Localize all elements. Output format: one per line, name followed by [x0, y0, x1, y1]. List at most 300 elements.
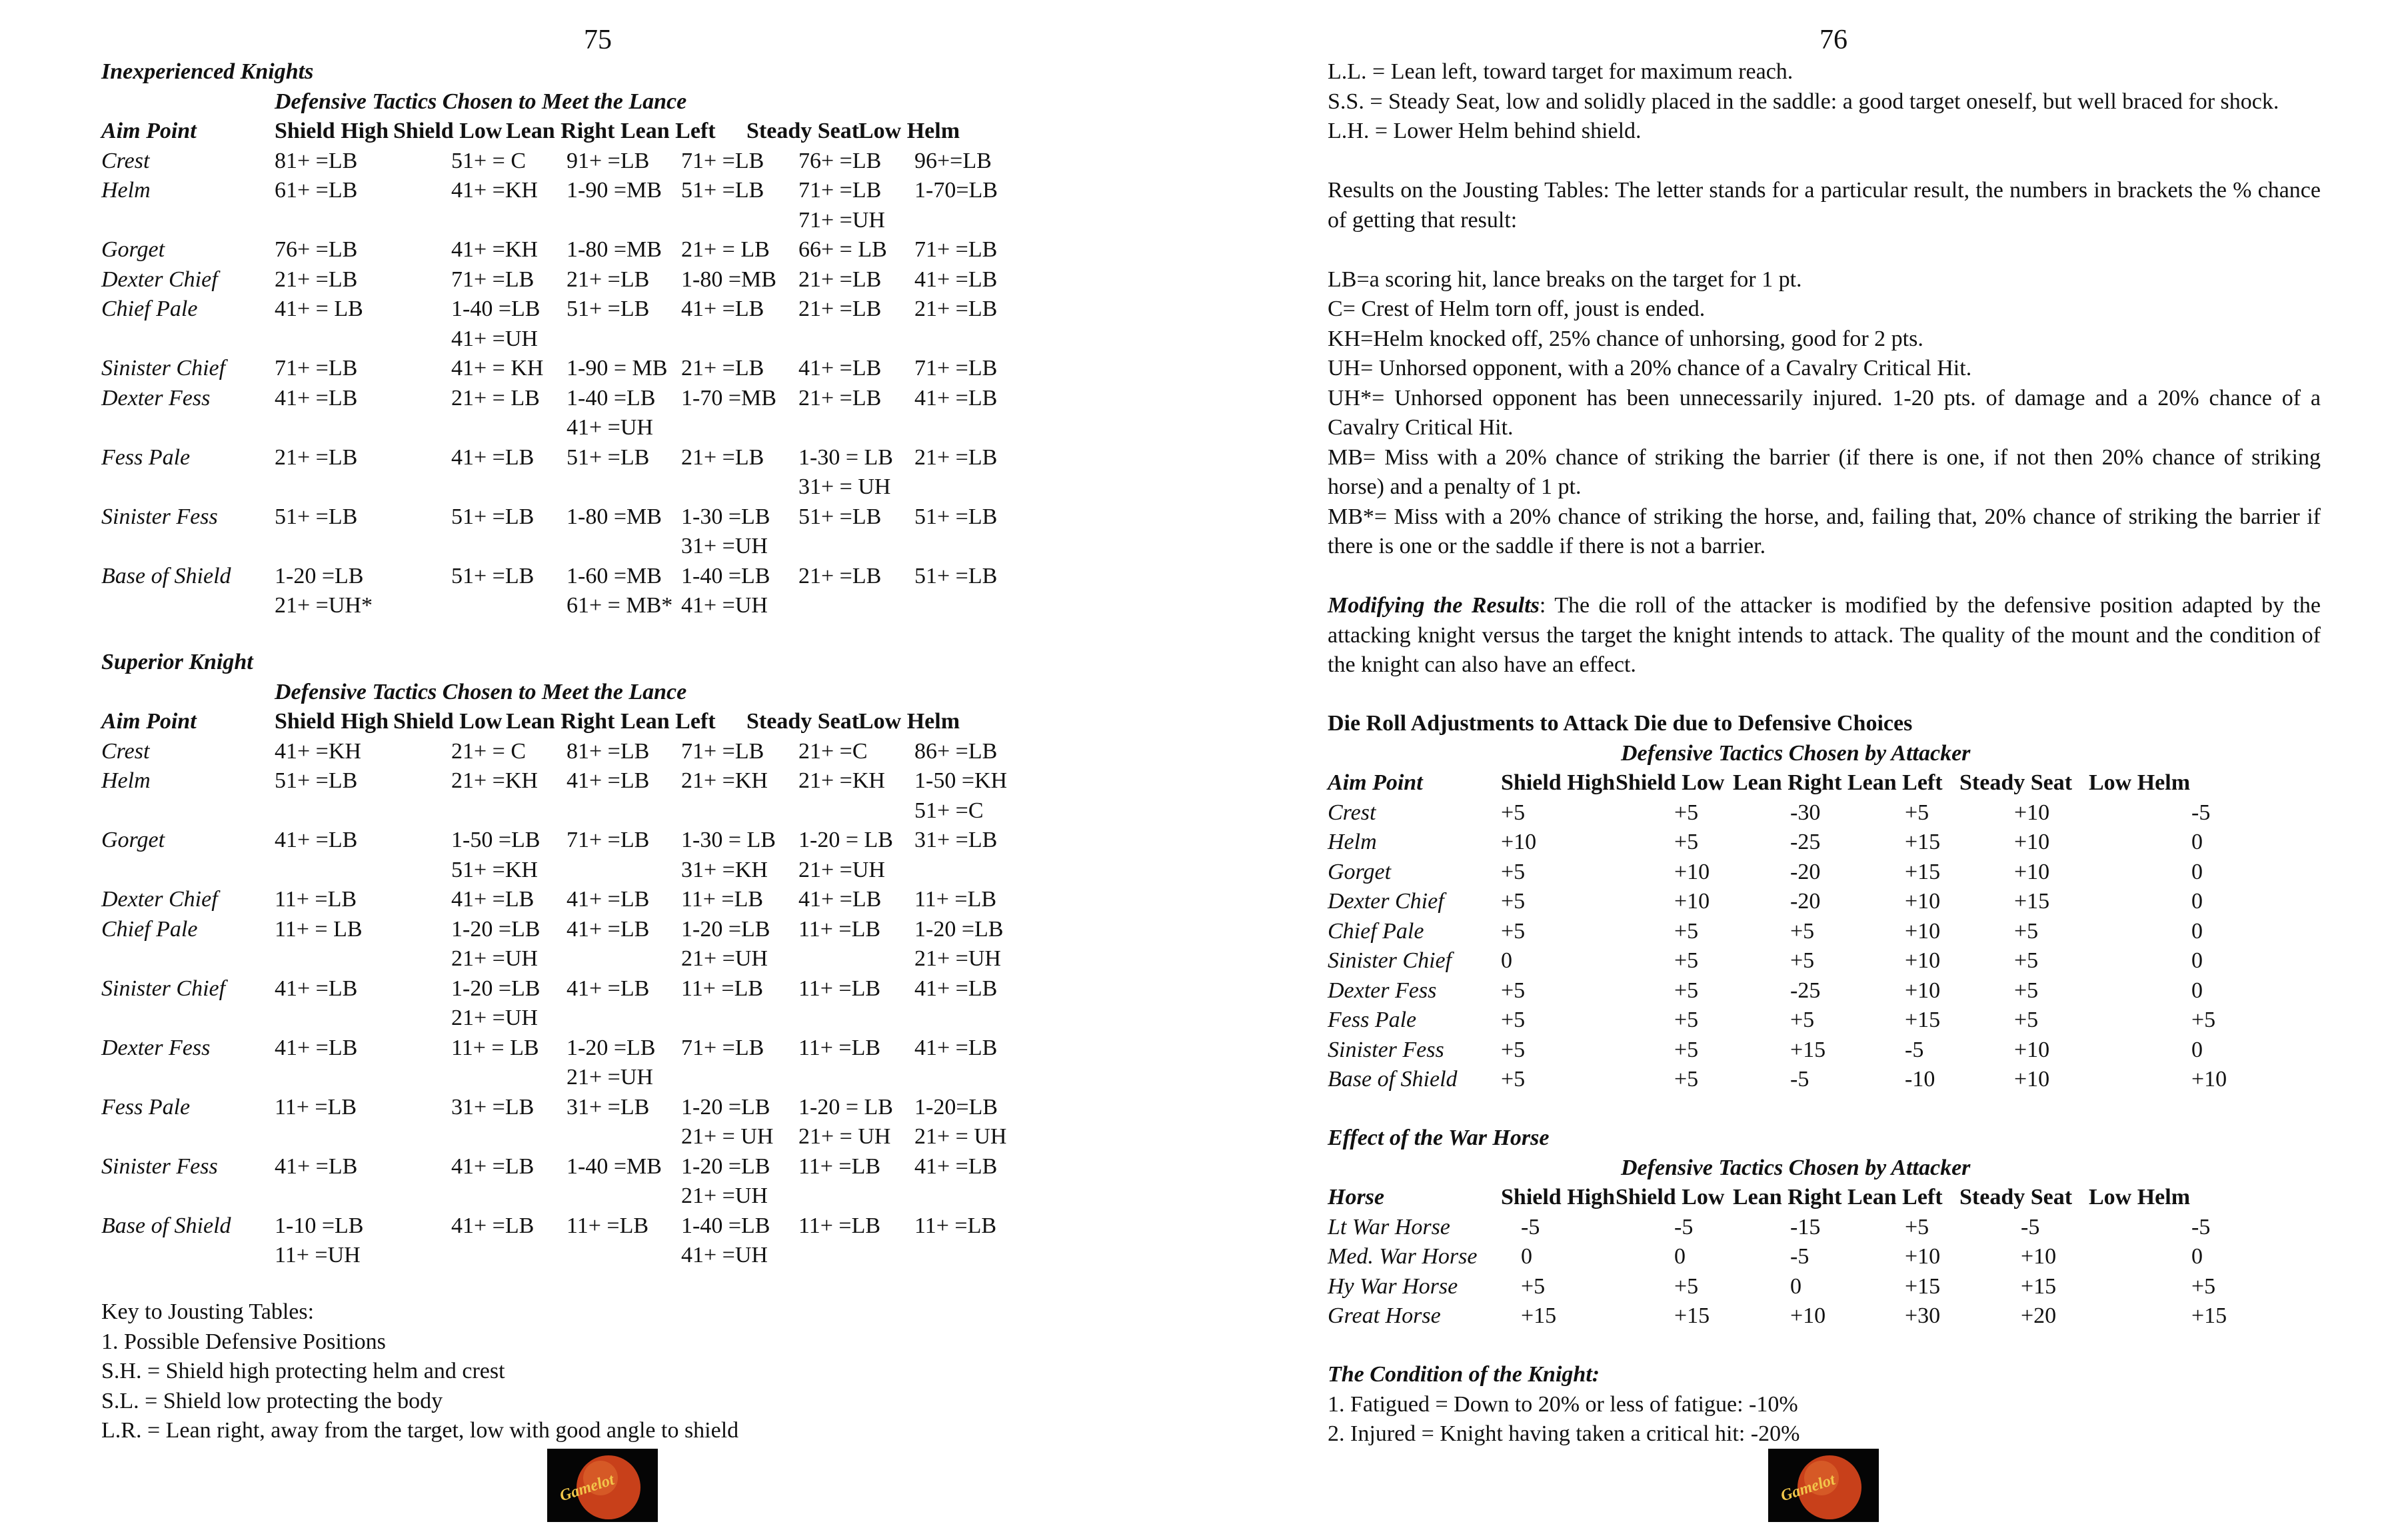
table-cell: -5: [1905, 1037, 1924, 1062]
row-label: Dexter Chief: [101, 267, 218, 292]
table-cell: 51+ =LB: [567, 444, 650, 470]
row-label: Base of Shield: [1328, 1067, 1458, 1092]
table-cell: 21+ = LB: [681, 237, 770, 262]
table-cell: +5: [1521, 1273, 1546, 1299]
table-row: [1328, 858, 2321, 888]
table-cell: +15: [1905, 1273, 1941, 1299]
table-row: [101, 944, 1101, 974]
row-label: Gorget: [101, 828, 165, 852]
row-label: Base of Shield: [101, 563, 231, 588]
table-cell: +5: [1674, 978, 1699, 1003]
table-cell: 21+ =LB: [798, 385, 882, 410]
table-cell: 41+ =KH: [451, 178, 538, 203]
table-cell: 21+ =LB: [798, 267, 882, 292]
table-cell: 51+ =LB: [914, 504, 998, 529]
table-cell: +10: [1674, 859, 1710, 884]
row-label: Lt War Horse: [1328, 1214, 1450, 1239]
row-label: Dexter Chief: [1328, 889, 1444, 914]
key-line: S.S. = Steady Seat, low and solidly placed in the saddle: a good target oneself, but well braced for shock.: [1328, 89, 2279, 114]
column-header: Shield Low: [1616, 1185, 1725, 1209]
horse-table-title: Effect of the War Horse: [1328, 1126, 1550, 1150]
table-cell: 21+ =LB: [798, 563, 882, 588]
table-cell: 41+ =LB: [451, 444, 535, 470]
table-cell: 21+ =UH: [451, 1006, 538, 1030]
table-cell: +5: [1501, 1008, 1526, 1032]
table-cell: +15: [1905, 859, 1941, 884]
table-cell: 41+ = LB: [275, 297, 363, 321]
table-cell: 21+ =KH: [798, 768, 885, 793]
table-cell: +5: [2014, 1008, 2039, 1032]
table-cell: 1-20 =LB: [567, 1035, 656, 1060]
table-cell: 21+ =UH: [798, 857, 885, 882]
column-header: Aim Point: [101, 119, 197, 143]
table-cell: 51+ =LB: [681, 178, 764, 203]
table-cell: 41+ =KH: [451, 237, 538, 262]
table-cell: -5: [2021, 1214, 2040, 1239]
column-header: Low Helm: [2089, 770, 2191, 795]
table-cell: +10: [1674, 889, 1710, 914]
table-cell: +5: [1501, 859, 1526, 884]
table-cell: 21+ =KH: [681, 768, 768, 793]
logo-text: Gamelot: [557, 1471, 616, 1505]
row-label: Sinister Fess: [1328, 1037, 1444, 1062]
gamelot-logo: [547, 1449, 658, 1522]
table-cell: +5: [2191, 1008, 2216, 1032]
table-cell: 11+ =LB: [914, 887, 997, 912]
key-section: [101, 1297, 1101, 1446]
table-cell: 0: [1501, 948, 1512, 973]
table-cell: -5: [2191, 1214, 2211, 1239]
table-cell: 0: [1790, 1273, 1802, 1299]
table-row: [101, 1122, 1101, 1152]
table-cell: 21+ = UH: [681, 1124, 774, 1149]
modifying-text: : The die roll of the attacker is modified by the defensive position adapted by the attacking knight versus the target the knight intends to attack. The quality of the mount and the condition of the knight can also have an effect.: [1328, 593, 2321, 677]
table-cell: 71+ =LB: [914, 356, 998, 381]
die-roll-table: [1328, 768, 2321, 1095]
table-row: [101, 796, 1101, 826]
table-cell: +5: [1674, 918, 1699, 944]
table-row: [101, 1063, 1101, 1093]
table-cell: 71+ =LB: [681, 738, 764, 764]
table-cell: -5: [1521, 1214, 1540, 1239]
horse-table-subtitle: Defensive Tactics Chosen by Attacker: [1621, 1155, 1971, 1180]
result-lb: LB=a scoring hit, lance breaks on the target for 1 pt.: [1328, 267, 1802, 292]
table-cell: 31+ =UH: [681, 534, 768, 558]
table-cell: 1-20 = LB: [798, 1094, 893, 1120]
table-cell: 41+ =LB: [275, 385, 358, 410]
table-cell: 41+ =LB: [275, 1035, 358, 1060]
table-cell: 21+ =LB: [275, 444, 358, 470]
row-label: Sinister Fess: [101, 504, 218, 529]
table-cell: 21+ =UH: [451, 946, 538, 971]
table-cell: 71+ =LB: [681, 1035, 764, 1060]
die-table-title: Die Roll Adjustments to Attack Die due to Defensive Choices: [1328, 711, 1913, 736]
table-row: [101, 885, 1101, 915]
superior-knight-section: [101, 648, 1101, 1271]
table-cell: +15: [1905, 1008, 1941, 1032]
table-row: [101, 235, 1101, 265]
table-cell: +20: [2021, 1303, 2057, 1328]
table-cell: 21+ =LB: [914, 297, 998, 321]
table-row: [101, 354, 1101, 384]
table-header-row: [1328, 1183, 2321, 1213]
table-cell: 71+ =LB: [451, 267, 535, 292]
row-label: Chief Pale: [101, 297, 198, 321]
table-cell: +10: [2014, 1067, 2050, 1092]
war-horse-table: [1328, 1183, 2321, 1331]
table-cell: 71+ =LB: [798, 178, 882, 203]
table-cell: 21+ =LB: [681, 356, 764, 381]
table-cell: 1-20=LB: [914, 1094, 998, 1120]
column-header: Shield Low: [393, 709, 503, 734]
table-row: [101, 532, 1101, 562]
section-subtitle: Defensive Tactics Chosen to Meet the Lance: [275, 679, 687, 704]
column-header: Shield High: [275, 119, 389, 143]
table-cell: +10: [1905, 948, 1941, 973]
table-cell: 71+ =LB: [275, 356, 358, 381]
table-cell: 41+ =LB: [275, 1154, 358, 1179]
key-line: S.H. = Shield high protecting helm and crest: [101, 1359, 505, 1383]
column-header: Lean Left: [620, 709, 716, 734]
table-cell: 0: [2191, 918, 2203, 944]
table-row: [1328, 798, 2321, 828]
table-row: [101, 325, 1101, 355]
column-header: Lean Right: [506, 119, 615, 143]
table-cell: 1-30 = LB: [681, 828, 776, 852]
column-header: Steady Seat: [1959, 770, 2073, 795]
table-cell: +5: [1501, 978, 1526, 1003]
result-kh: KH=Helm knocked off, 25% chance of unhorsing, good for 2 pts.: [1328, 326, 1923, 351]
table-row: [101, 826, 1101, 856]
table-cell: 41+ =LB: [567, 916, 650, 942]
table-cell: +5: [2191, 1273, 2216, 1299]
section-title: Inexperienced Knights: [101, 59, 314, 84]
row-label: Dexter Fess: [101, 385, 211, 410]
die-roll-section: [1328, 709, 2321, 1095]
table-cell: 21+ = C: [451, 738, 527, 764]
table-cell: 21+ =UH: [681, 1183, 768, 1208]
table-cell: 11+ =LB: [798, 976, 881, 1001]
table-cell: 81+ =LB: [275, 148, 358, 173]
table-cell: 91+ =LB: [567, 148, 650, 173]
table-row: [101, 147, 1101, 177]
table-cell: 11+ = LB: [451, 1035, 539, 1060]
column-header: Aim Point: [101, 709, 197, 734]
table-cell: 11+ =LB: [798, 1154, 881, 1179]
table-cell: 11+ =LB: [275, 887, 357, 912]
jousting-table-inexperienced: [101, 117, 1101, 621]
result-uh: UH= Unhorsed opponent, with a 20% chance of a Cavalry Critical Hit.: [1328, 356, 1972, 381]
table-cell: +10: [2014, 1037, 2050, 1062]
table-cell: +5: [1674, 1273, 1699, 1299]
table-cell: +10: [2191, 1067, 2227, 1092]
table-cell: 1-80 =MB: [567, 237, 662, 262]
table-cell: 1-80 =MB: [567, 504, 662, 529]
table-row: [101, 856, 1101, 886]
table-cell: 76+ =LB: [798, 148, 882, 173]
row-label: Crest: [1328, 800, 1376, 825]
table-cell: 31+ =LB: [914, 828, 998, 852]
column-header: Lean Right: [506, 709, 615, 734]
table-row: [1328, 1213, 2321, 1243]
table-cell: 1-20 =LB: [681, 1094, 770, 1120]
right-page: [1201, 0, 2402, 1540]
table-row: [1328, 1301, 2321, 1331]
table-cell: 1-30 =LB: [681, 504, 770, 529]
table-header-row: [1328, 768, 2321, 798]
table-cell: -5: [1790, 1067, 1809, 1092]
table-cell: 41+ =LB: [914, 976, 998, 1001]
column-header: Lean Left: [620, 119, 716, 143]
table-cell: 51+ =LB: [275, 768, 358, 793]
column-header: Steady Seat: [746, 119, 860, 143]
table-row: [101, 502, 1101, 532]
table-cell: +5: [1501, 1037, 1526, 1062]
table-row: [1328, 1065, 2321, 1095]
table-cell: 41+ = KH: [451, 356, 544, 381]
table-cell: 41+ =LB: [567, 768, 650, 793]
row-label: Dexter Fess: [101, 1035, 211, 1060]
table-cell: 1-40 =LB: [681, 563, 770, 588]
table-cell: 41+ =LB: [275, 976, 358, 1001]
table-cell: +15: [1905, 830, 1941, 854]
table-row: [101, 176, 1101, 206]
column-header: Lean Left: [1847, 1185, 1943, 1209]
table-row: [101, 1004, 1101, 1034]
table-cell: 21+ =LB: [567, 267, 650, 292]
table-cell: +10: [2014, 830, 2050, 854]
table-cell: 11+ = LB: [275, 916, 363, 942]
table-cell: 21+ =UH: [567, 1065, 653, 1090]
table-row: [101, 562, 1101, 592]
jousting-table-superior: [101, 707, 1101, 1271]
condition-section: [1328, 1360, 2321, 1449]
table-cell: 1-30 = LB: [798, 444, 893, 470]
table-row: [1328, 887, 2321, 917]
column-header: Shield High: [275, 709, 389, 734]
table-cell: +10: [1905, 978, 1941, 1003]
row-label: Dexter Chief: [101, 887, 218, 912]
table-cell: -30: [1790, 800, 1821, 825]
table-cell: 0: [2191, 1037, 2203, 1062]
table-cell: 0: [2191, 859, 2203, 884]
condition-title: The Condition of the Knight:: [1328, 1362, 1600, 1387]
table-cell: 41+ =LB: [914, 1035, 998, 1060]
die-table-subtitle: Defensive Tactics Chosen by Attacker: [1621, 740, 1971, 766]
table-cell: -5: [2191, 800, 2211, 825]
table-cell: 51+ =LB: [798, 504, 882, 529]
column-header: Shield High: [1501, 770, 1616, 795]
table-cell: +5: [1674, 830, 1699, 854]
table-cell: +5: [1674, 800, 1699, 825]
table-row: [101, 591, 1101, 621]
column-header: Lean Right: [1733, 770, 1842, 795]
table-row: [1328, 976, 2321, 1006]
column-header: Aim Point: [1328, 770, 1423, 795]
table-cell: 1-20 =LB: [451, 916, 541, 942]
table-row: [101, 737, 1101, 767]
row-label: Sinister Chief: [1328, 948, 1452, 973]
table-cell: 41+ =LB: [914, 1154, 998, 1179]
page-number: 75: [584, 25, 612, 55]
table-cell: 31+ =LB: [567, 1094, 650, 1120]
table-cell: 51+ =C: [914, 798, 984, 823]
table-row: [101, 206, 1101, 236]
table-cell: 41+ =LB: [275, 828, 358, 852]
table-cell: 86+ =LB: [914, 738, 998, 764]
table-cell: 51+ = C: [451, 148, 527, 173]
table-row: [1328, 946, 2321, 976]
column-header: Horse: [1328, 1185, 1384, 1209]
table-cell: 71+ =LB: [681, 148, 764, 173]
result-uh-star: UH*= Unhorsed opponent has been unnecessarily injured. 1-20 pts. of damage and a 20% chance of a Cavalry Critical Hit.: [1328, 385, 2321, 440]
table-cell: +5: [1501, 889, 1526, 914]
table-cell: -25: [1790, 978, 1821, 1003]
table-row: [1328, 828, 2321, 858]
row-label: Crest: [101, 738, 150, 764]
table-cell: -5: [1674, 1214, 1694, 1239]
table-row: [101, 974, 1101, 1004]
table-cell: +5: [1501, 1067, 1526, 1092]
table-cell: +10: [1790, 1303, 1826, 1328]
table-cell: 21+ = UH: [798, 1124, 891, 1149]
table-cell: -10: [1905, 1067, 1935, 1092]
table-cell: -5: [1790, 1244, 1809, 1269]
table-cell: 11+ =LB: [798, 1035, 881, 1060]
column-header: Shield Low: [393, 119, 503, 143]
table-row: [101, 915, 1101, 945]
table-cell: 41+ =LB: [914, 385, 998, 410]
table-cell: 41+ =UH: [681, 593, 768, 618]
column-header: Low Helm: [858, 119, 960, 143]
table-cell: 21+ =LB: [914, 444, 998, 470]
table-row: [1328, 917, 2321, 947]
table-cell: 11+ =LB: [275, 1094, 357, 1120]
table-cell: +5: [1674, 1008, 1699, 1032]
table-cell: 11+ =UH: [275, 1243, 361, 1267]
table-cell: 66+ = LB: [798, 237, 887, 262]
row-label: Gorget: [101, 237, 165, 262]
table-cell: 0: [2191, 830, 2203, 854]
table-cell: 81+ =LB: [567, 738, 650, 764]
table-cell: +5: [1501, 800, 1526, 825]
table-row: [1328, 1006, 2321, 1036]
table-row: [1328, 1242, 2321, 1272]
row-label: Crest: [101, 148, 150, 173]
table-cell: 1-40 =MB: [567, 1154, 662, 1179]
table-cell: -15: [1790, 1214, 1821, 1239]
section-title: Superior Knight: [101, 650, 253, 674]
table-cell: +5: [1905, 1214, 1929, 1239]
condition-line: 1. Fatigued = Down to 20% or less of fatigue: -10%: [1328, 1391, 1798, 1417]
table-cell: 1-20 =LB: [275, 563, 364, 588]
table-row: [101, 766, 1101, 796]
result-c: C= Crest of Helm torn off, joust is ended.: [1328, 297, 1706, 321]
table-cell: -25: [1790, 830, 1821, 854]
column-header: Steady Seat: [746, 709, 860, 734]
table-row: [101, 472, 1101, 502]
table-cell: 11+ =LB: [567, 1213, 649, 1238]
war-horse-section: [1328, 1124, 2321, 1331]
table-cell: 1-20 =LB: [681, 1154, 770, 1179]
table-cell: 96+=LB: [914, 148, 992, 173]
table-cell: -20: [1790, 859, 1821, 884]
key-line: L.L. = Lean left, toward target for maximum reach.: [1328, 59, 1794, 84]
table-cell: +10: [2021, 1244, 2057, 1269]
table-cell: 1-60 =MB: [567, 563, 662, 588]
inexperienced-knights-section: [101, 57, 1101, 621]
table-cell: 31+ =LB: [451, 1094, 535, 1120]
logo-text: Gamelot: [1778, 1471, 1837, 1505]
table-cell: 1-10 =LB: [275, 1213, 364, 1238]
table-cell: 21+ =C: [798, 738, 868, 764]
column-header: Steady Seat: [1959, 1185, 2073, 1209]
table-row: [101, 1093, 1101, 1123]
column-header: Lean Right: [1733, 1185, 1842, 1209]
table-row: [1328, 1272, 2321, 1302]
table-cell: +5: [1790, 948, 1815, 973]
table-cell: 41+ =LB: [567, 976, 650, 1001]
table-cell: 41+ =UH: [451, 326, 538, 351]
key-title: Key to Jousting Tables:: [101, 1299, 315, 1324]
table-cell: 21+ =UH*: [275, 593, 373, 618]
table-cell: 11+ =LB: [798, 1213, 881, 1238]
table-cell: 1-40 =LB: [451, 297, 541, 321]
table-cell: 11+ =LB: [798, 916, 881, 942]
table-cell: 21+ =UH: [914, 946, 1001, 971]
table-cell: 1-50 =KH: [914, 768, 1008, 793]
table-cell: 51+ =LB: [275, 504, 358, 529]
table-cell: 41+ =KH: [275, 738, 361, 764]
row-label: Sinister Chief: [101, 976, 226, 1001]
table-cell: 0: [2191, 889, 2203, 914]
table-row: [101, 1152, 1101, 1182]
column-header: Shield Low: [1616, 770, 1725, 795]
table-cell: +5: [1501, 918, 1526, 944]
row-label: Helm: [1328, 830, 1377, 854]
table-cell: 41+ =UH: [681, 1243, 768, 1267]
row-label: Fess Pale: [1328, 1008, 1417, 1032]
table-cell: 1-50 =LB: [451, 828, 541, 852]
table-cell: 1-20 =LB: [451, 976, 541, 1001]
table-cell: 41+ =LB: [914, 267, 998, 292]
table-cell: +10: [1905, 1244, 1941, 1269]
table-cell: 71+ =UH: [798, 207, 885, 233]
table-row: [101, 1034, 1101, 1064]
table-cell: 21+ = LB: [451, 385, 540, 410]
table-cell: 21+ =UH: [681, 946, 768, 971]
table-row: [101, 1241, 1101, 1271]
table-cell: 11+ =LB: [681, 887, 764, 912]
row-label: Great Horse: [1328, 1303, 1441, 1328]
key-line: L.H. = Lower Helm behind shield.: [1328, 119, 1642, 143]
table-cell: 21+ = UH: [914, 1124, 1007, 1149]
table-cell: +15: [2021, 1273, 2057, 1299]
table-cell: 51+ =LB: [451, 504, 535, 529]
table-cell: +5: [1790, 918, 1815, 944]
table-cell: 21+ =KH: [451, 768, 538, 793]
table-cell: 31+ =KH: [681, 857, 768, 882]
key-line: S.L. = Shield low protecting the body: [101, 1388, 443, 1413]
table-cell: 0: [2191, 1244, 2203, 1269]
table-cell: 41+ =LB: [451, 1154, 535, 1179]
table-cell: +15: [2014, 889, 2050, 914]
column-header: Lean Left: [1847, 770, 1943, 795]
row-label: Fess Pale: [101, 1094, 191, 1120]
key-continued: [1328, 57, 2321, 147]
table-cell: 61+ =LB: [275, 178, 358, 203]
table-cell: 0: [1521, 1244, 1532, 1269]
